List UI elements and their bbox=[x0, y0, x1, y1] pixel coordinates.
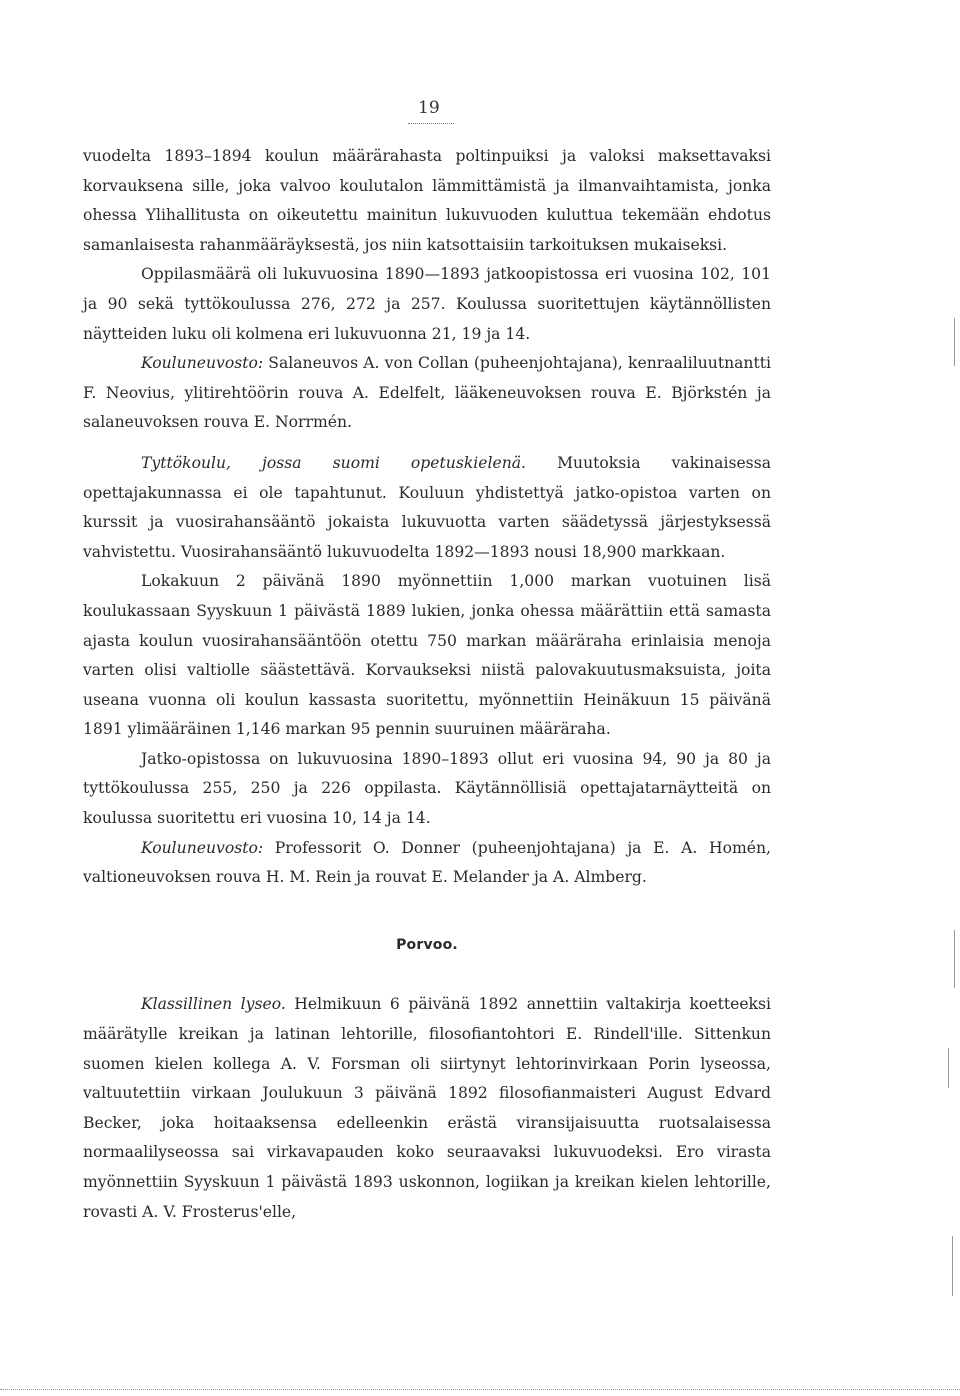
page-number-underline bbox=[408, 123, 454, 124]
paragraph bbox=[83, 990, 771, 1227]
paragraph-text: Muutoksia vakinaisessa opettajakunnassa ei ole tapahtunut. Kouluun yhdistettyä jatko-opistoa varten on kurssit ja vuosirahansääntö jokaista lukuvuotta varten säädetyssä järjestyksessä vahvistettu. Vuosirahansääntö lukuvuodelta 1892—1893 nousi 18,900 markkaan. bbox=[83, 453, 771, 561]
scan-edge-mark bbox=[954, 318, 955, 366]
paragraph-text: vuodelta 1893–1894 koulun määrärahasta poltinpuiksi ja valoksi maksettavaksi korvauksena sille, joka valvoo koulutalon lämmittämistä ja ilmanvaihtamista, jonka ohessa Ylihallitusta on oikeutettu mainitun lukuvuoden kuluttua tekemään ehdotus samanlaisesta rahanmääräyksestä, jos niin katsottaisiin tarkoituksen mukaiseksi. bbox=[83, 147, 771, 254]
scan-edge-mark bbox=[948, 1048, 949, 1088]
paragraph-text: Lokakuun 2 päivänä 1890 myönnettiin 1,000 markan vuotuinen lisä koulukassaan Syyskuun 1 päivästä 1889 lukien, jonka ohessa määrättiin että samasta ajasta koulun vuosirahansääntöön otettu 750 markan määräraha erinlaisia menoja varten olisi valtiolle säästettävä. Korvaukseksi niistä palovakuutusmaksuista, joita useana vuonna oli koulun kassasta suoritettu, myönnettiin Heinäkuun 15 päivänä 1891 ylimääräinen 1,146 markan 95 pennin suuruinen määräraha. bbox=[83, 572, 771, 739]
paragraph-lead: Tyttökoulu, jossa suomi opetuskielenä. bbox=[141, 453, 527, 472]
body-text bbox=[83, 142, 771, 1227]
paragraph bbox=[83, 260, 771, 349]
paragraph-text: Jatko-opistossa on lukuvuosina 1890–1893 ollut eri vuosina 94, 90 ja 80 ja tyttökoulussa 255, 250 ja 226 oppilasta. Käytännöllisiä opettajatarnäytteitä on koulussa suoritettu eri vuosina 10, 14 ja 14. bbox=[83, 749, 771, 828]
paragraph-lead: Klassillinen lyseo. bbox=[141, 995, 286, 1014]
paragraph-text: Oppilasmäärä oli lukuvuosina 1890—1893 jatkoopistossa eri vuosina 102, 101 ja 90 sekä tyttökoulussa 276, 272 ja 257. Koulussa suoritettujen käytännöllisten näytteiden luku oli kolmena eri lukuvuonna 21, 19 ja 14. bbox=[83, 265, 771, 343]
paragraph bbox=[83, 834, 771, 893]
scan-edge-mark bbox=[954, 930, 955, 988]
paragraph-text: Helmikuun 6 päivänä 1892 annettiin valtakirja koetteeksi määrätylle kreikan ja latinan lehtorille, filosofiantohtori E. Rindell'ille. Sittenkun suomen kielen kollega A. V. Forsman oli siirtynyt lehtorinvirkaan Porin lyseossa, valtuutettiin virkaan Joulukuun 3 päivänä 1892 filosofianmaisteri August Edvard Becker, joka hoitaaksensa edelleenkin erästä viransijaisuutta ruotsalaisessa normaalilyseossa sai virkavapauden koko seuraavaksi lukuvuodeksi. Ero virasta myönnettiin Syyskuun 1 päivästä 1893 uskonnon, logiikan ja kreikan kielen lehtorille, rovasti A. V. Frosterus'elle, bbox=[83, 995, 771, 1221]
paragraph bbox=[83, 349, 771, 438]
paragraph-lead: Kouluneuvosto: bbox=[141, 354, 264, 373]
paragraph bbox=[83, 745, 771, 834]
paragraph-lead: Kouluneuvosto: bbox=[141, 838, 264, 857]
paragraph-text: Salaneuvos A. von Collan (puheenjohtajana), kenraaliluutnantti F. Neovius, ylitirehtöörin rouva A. Edelfelt, lääkeneuvoksen rouva E. Björkstén ja salaneuvoksen rouva E. Norrmén. bbox=[83, 354, 771, 432]
paragraph bbox=[83, 567, 771, 745]
paragraph bbox=[83, 449, 771, 567]
page-number: 19 bbox=[418, 98, 440, 118]
section-heading: Porvoo. bbox=[396, 936, 458, 953]
scan-bottom-edge bbox=[0, 1389, 960, 1390]
paragraph bbox=[83, 142, 771, 260]
scan-edge-mark bbox=[952, 1236, 953, 1296]
paragraph-text: Professorit O. Donner (puheenjohtajana) ja E. A. Homén, valtioneuvoksen rouva H. M. Rein ja rouvat E. Melander ja A. Almberg. bbox=[83, 838, 771, 887]
